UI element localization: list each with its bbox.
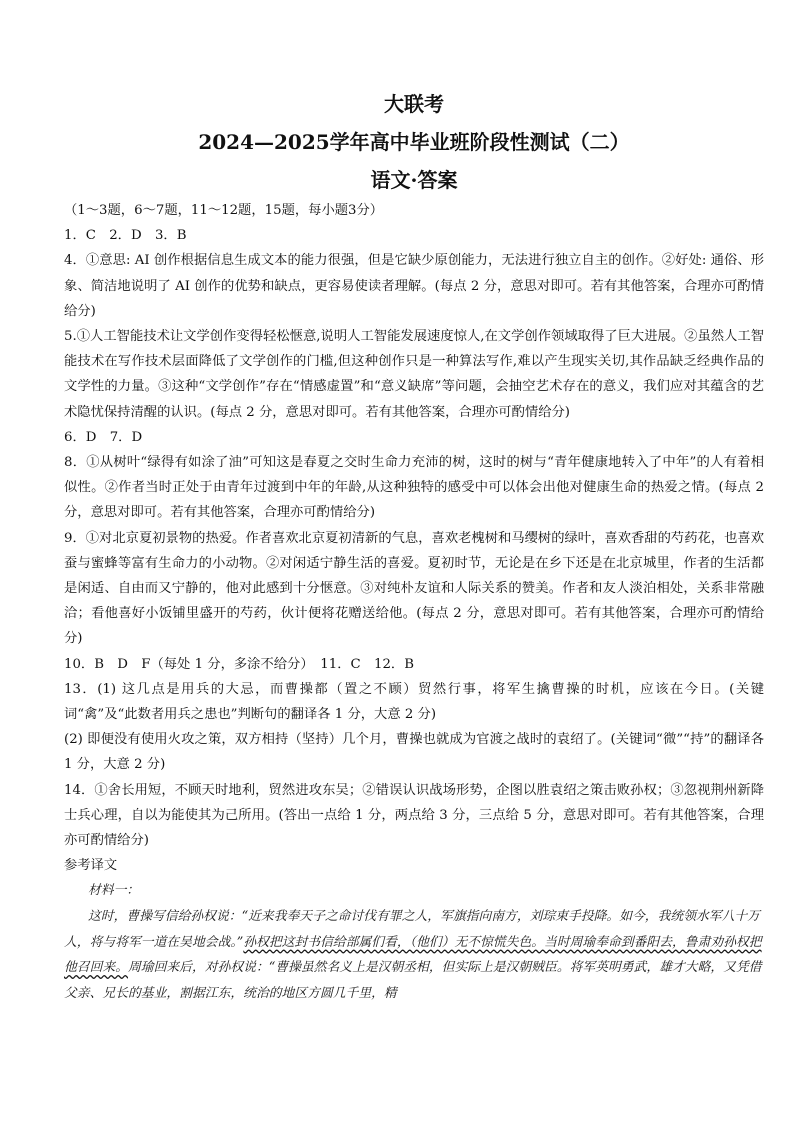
translation-text-continued: 周瑜回来后，对孙权说：“曹操虽然名义上是汉朝丞相，但实际上是汉朝贼臣。将军英明勇武，雄才大略，又凭借父亲、兄长的基业，割据江东，统治的地区方圆几千里，精 — [64, 960, 762, 1001]
translation-underlined-sentence: 孙权把这封书信给部属们看，（他们）无不惊慌失色。当时周瑜奉命到番阳去，鲁肃劝孙权把他召回来。 — [64, 934, 762, 976]
exam-name-title: 2024—2025学年高中毕业班阶段性测试（二） — [198, 130, 630, 154]
answer-13-part-2: (2) 即便没有使用火攻之策，双方相持（坚持）几个月，曹操也就成为官渡之战时的袁绍了。(关键词“微”“持”的翻译各 1 分，大意 2 分) — [64, 732, 764, 773]
answer-4: 4．①意思: AI 创作根据信息生成文本的能力很强，但是它缺少原创能力，无法进行独立自主的创作。②好处: 通俗、形象、简洁地说明了 AI 创作的优势和缺点，更容易使读者理解。(每点 2 分，意思对即可。若有其他答案，合理亦可酌情给分) — [64, 253, 764, 319]
answer-1-3: 1．C 2．D 3．B — [64, 228, 187, 244]
answer-body — [64, 198, 764, 878]
scoring-note: （1～3题，6～7题，11～12题，15题，每小题3分） — [64, 203, 384, 218]
answer-14: 14．①舍长用短，不顾天时地利，贸然进攻东吴；②错误认识战场形势，企图以胜袁绍之策击败孙权；③忽视荆州新降士兵心理，自以为能使其为己所用。(答出一点给 1 分，两点给 3 分，三点给 5 分，意思对即可。若有其他答案，合理亦可酌情给分) — [64, 782, 764, 849]
exam-organizer-title: 大联考 — [384, 92, 444, 116]
answer-8: 8．①从树叶“绿得有如涂了油”可知这是春夏之交时生命力充沛的树，这时的树与“青年健康地转入了中年”的人有着相似性。②作者当时正处于由青年过渡到中年的年龄,从这种独特的感受中可以体会出他对健康生命的热爱之情。(每点 2 分，意思对即可。若有其他答案，合理亦可酌情给分) — [64, 455, 764, 521]
reference-translation — [64, 878, 764, 1006]
translation-text-start: 这时，曹操写信给孙权说：“近来我奉天子之命讨伐有罪之人，军旗指向南方，刘琮束手投降。如今，我统领水军八十万人，将与将军一道在吴地会战。” — [64, 909, 760, 950]
subject-answer-title: 语文·答案 — [370, 168, 458, 192]
answer-13-part-1: 13．(1) 这几点是用兵的大忌，而曹操都（置之不顾）贸然行事，将军生擒曹操的时机，应该在今日。(关键词“禽”及“此数者用兵之患也”判断句的翻译各 1 分，大意 2 分) — [64, 681, 764, 723]
answer-10-12: 10．B D F（每处 1 分，多涂不给分） 11．C 12．B — [64, 656, 414, 672]
answer-9: 9．①对北京夏初景物的热爱。作者喜欢北京夏初清新的气息，喜欢老槐树和马缨树的绿叶，喜欢香甜的芍药花，也喜欢蚕与蜜蜂等富有生命力的小动物。②对闲适宁静生活的喜爱。夏初时节，无论是在乡下还是在北京城里，作者的生活都是闲适、自由而又宁静的，他对此感到十分惬意。③对纯朴友谊和人际关系的赞美。作者和友人淡泊相处，关系非常融洽；看他喜好小饭铺里盛开的芍药，伙计便将花赠送给他。(每点 2 分，意思对即可。若有其他答案，合理亦可酌情给分) — [64, 530, 764, 647]
translation-heading: 参考译文 — [64, 858, 118, 874]
material-one-label: 材料一： — [88, 883, 140, 899]
answer-6-7: 6．D 7．D — [64, 429, 143, 445]
translation-paragraph — [64, 904, 764, 1006]
answer-5: 5.①人工智能技术让文学创作变得轻松惬意,说明人工智能发展速度惊人,在文学创作领域取得了巨大进展。②虽然人工智能技术在写作技术层面降低了文学创作的门槛,但这种创作只是一种算法写作,难以产生现实关切,其作品缺乏经典作品的文学性的力量。③这种“文学创作”存在“情感虚置”和“意义缺席”等问题，会抽空艺术存在的意义，我们应对其蕴含的艺术隐忧保持清醒的认识。(每点 2 分，意思对即可。若有其他答案，合理亦可酌情给分) — [64, 329, 764, 420]
